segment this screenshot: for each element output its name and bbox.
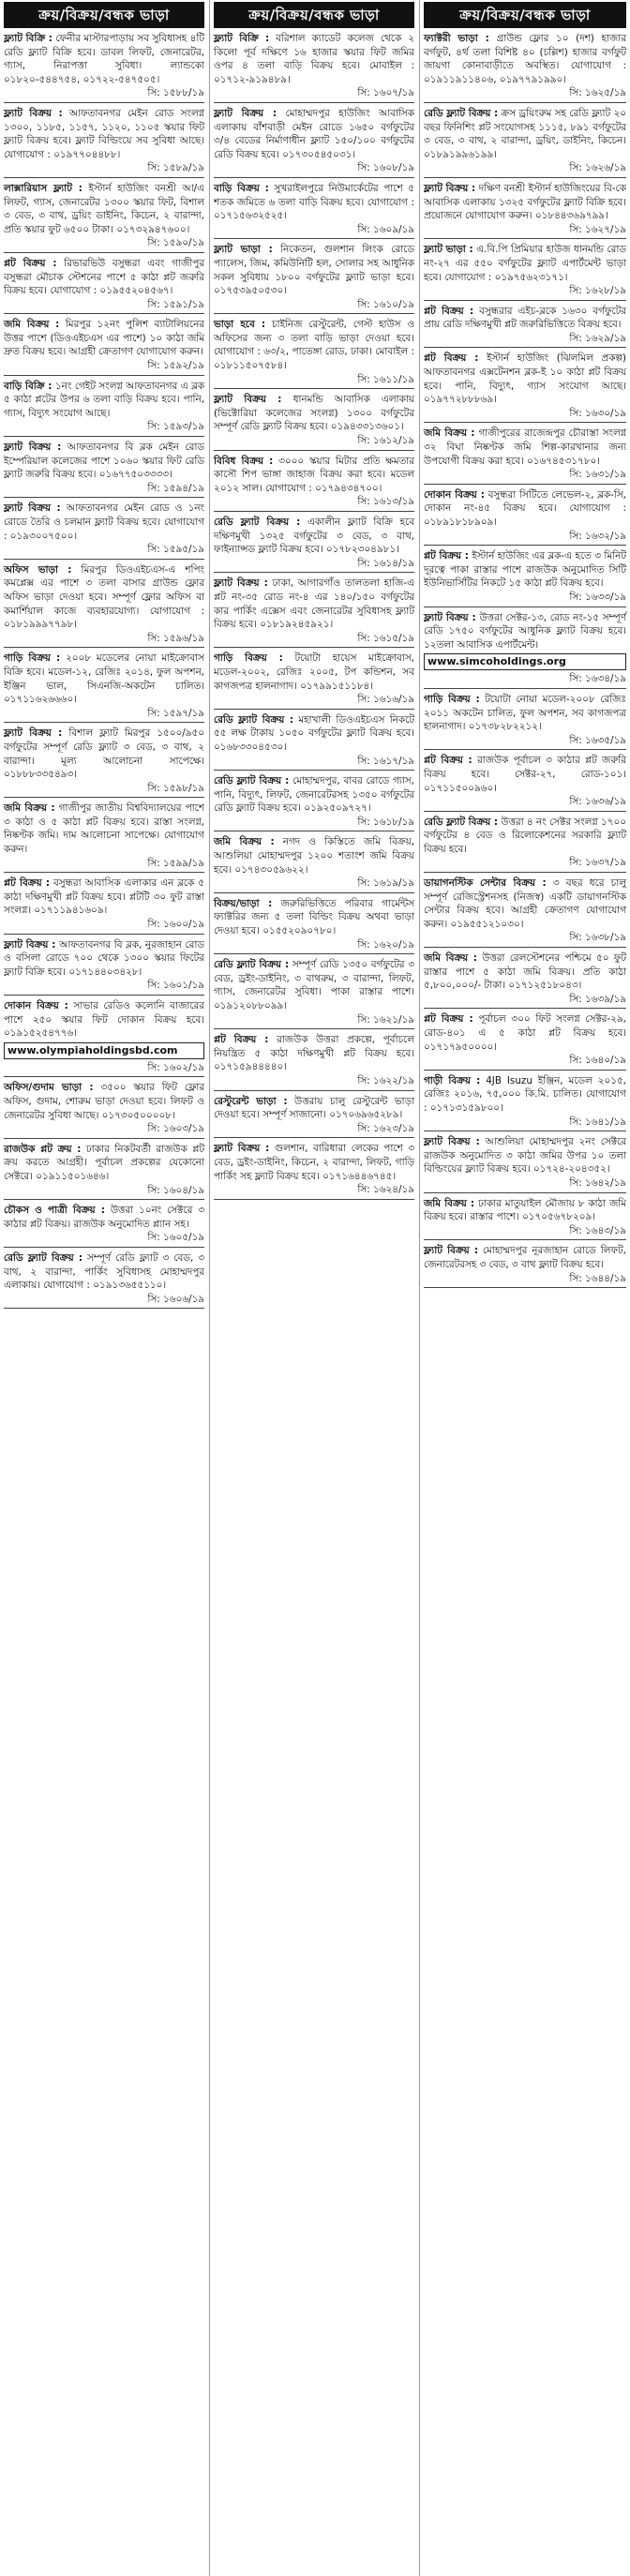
- ad-code: সি: ১৫৯৯/১৯: [147, 857, 204, 869]
- ad-website: www.olympiaholdingsbd.com: [4, 1042, 204, 1059]
- ad-separator: [214, 709, 414, 710]
- ad-code: সি: ১৬০৬/১৯: [147, 1293, 204, 1305]
- ad-separator: [4, 1308, 204, 1309]
- ad-body: উত্তরায় চালু রেস্টুরেন্ট ভাড়া দেওয়া হবে। সম্পূর্ণ সাজানো। ০১৭০৬৯৬৫২৮৯।: [214, 1095, 414, 1121]
- ad-code: সি: ১৬২৭/১৯: [569, 223, 626, 235]
- ad-code: সি: ১৬০২/১৯: [147, 1061, 204, 1073]
- ad-body: মোহাম্মদপুর নূরজাহান রোডে লিফট, জেনারেটরসহ ৩ বেড, ৩ বাথ ফ্ল্যাট বিক্রয় হবে।: [424, 1245, 626, 1270]
- ad-title: রেডি ফ্ল্যাট বিক্রয় :: [214, 775, 290, 787]
- classified-ad: [424, 427, 626, 468]
- ad-title: প্লট বিক্রয় :: [424, 305, 474, 317]
- classified-ad: [4, 380, 204, 421]
- ad-title: ফ্ল্যাট বিক্রয় :: [424, 182, 476, 194]
- ad-title: ফ্যাক্টরী ভাড়া :: [424, 33, 489, 44]
- ad-body: ২০০৮ মডেলের নোয়া মাইক্রোবাস বিক্রি হবে। মডেল-১২, রেজিঃ ২০১৪, ফুল অপশন, ইঞ্জিন ভাল, সিএনজি-অকটেন চালিত। ০১৭১১৬২৬৬৬০।: [4, 652, 205, 706]
- ad-separator: [4, 797, 204, 798]
- classified-ad: [424, 352, 626, 406]
- ad-code: সি: ১৬৪০/১৯: [569, 1055, 626, 1067]
- ad-code: সি: ১৬২৬/১৯: [569, 162, 626, 174]
- ad-code: সি: ১৬৩৪/১৯: [569, 673, 626, 685]
- ad-body: গাজীপুরের রাজেন্দ্রপুর চৌরাস্তা সংলগ্ন ৩২ বিঘা নিষ্কণ্টক জমি শিল্প-কারখানার জন্য উপযোগী বিক্রয় করা হবে। ০১৬৭৪৫৩১৭৮০।: [424, 427, 626, 467]
- ad-separator: [4, 722, 204, 723]
- ad-body: আফতাবনগর বি ব্লক, নুরজাহান রোড ও বসিলা রোডে ৭০০ থেকে ১৩০০ স্কয়ার ফিটের ফ্ল্যাট বিক্রি হবে। ০১৭১৪৪০৩৪২৮।: [4, 938, 204, 978]
- ad-separator: [4, 934, 204, 935]
- ad-code: সি: ১৫৯৪/১৯: [147, 482, 204, 494]
- ad-title: বাড়ি বিক্রয় :: [214, 182, 269, 194]
- ad-code: সি: ১৬০৫/১৯: [147, 1232, 204, 1244]
- ad-body: টয়োটা হায়েস মাইক্রোবাস, মডেল-২০০২, রেজিঃ ২০০৫, টপ কন্ডিশন, সব কাগজপত্র হালনাগাদ। ০১৭৯৯১৫১১৮৪।: [214, 652, 414, 692]
- ad-body: বসুন্ধরার এইচ-ব্লকে ১৬৩০ বর্গফুটের প্রায় রেডি দক্ষিণমুখী প্লট জরুরিভিত্তিতে বিক্রয় হবে।: [424, 305, 626, 331]
- ad-title: জমি বিক্রয় :: [4, 319, 60, 331]
- classified-ad: [214, 651, 414, 693]
- ad-body: ঢাকার নিকটবর্তী রাজউক প্লট ক্রয় করতে আগ্রহী। পূর্বাচল প্রকল্পের যেকোনো সেক্টরে। ০১৯১১৫০১৬৪৬।: [4, 1143, 204, 1182]
- ad-code: সি: ১৬২৯/১৯: [569, 332, 626, 344]
- classified-ad: [424, 754, 626, 795]
- ad-separator: [214, 238, 414, 239]
- ad-title: ফ্ল্যাট বিক্রি :: [4, 33, 52, 44]
- ad-body: সুখরাইলপুরে নিউমার্কেটের পাশে ৫ শতক জমিতে ৬ তলা বাড়ি বিক্রয় হবে। যোগাযোগ : ০১৭১৫৬৩২৫২৫।: [214, 182, 414, 222]
- ad-body: চাইনিজ রেস্টুরেন্ট, গেস্ট হাউস ও অফিসের জন্য ৩ তলা বাড়ি ভাড়া দেওয়া হবে। যোগাযোগ : ৬৩/২, পাতেঙ্গা রোড, ঢাকা। মোবাইল : ০১৮১১৫০৭৫৮৪।: [214, 319, 414, 372]
- ad-title: গাড়ি বিক্রয় :: [424, 693, 480, 705]
- ad-code: সি: ১৫৯১/১৯: [147, 298, 204, 310]
- ad-code: সি: ১৬০১/১৯: [147, 980, 204, 992]
- ad-code: সি: ১৬০০/১৯: [147, 919, 204, 931]
- ad-title: জমি বিক্রয় :: [4, 802, 55, 815]
- ad-body: নগদ ও কিস্তিতে জমি বিক্রয়, আশুলিয়া মোহাম্মদপুর ১২০০ শতাংশ জমি বিক্রয় হবে। ০১৭৪৩০৫৯৬২২।: [214, 836, 414, 876]
- ad-body: দক্ষিণ বনশ্রী ইস্টার্ন হাউজিংয়ের বি-কে আবাসিক এলাকায় ১৩২৫ বর্গফুটের ফ্ল্যাট বিক্রি হবে। প্রয়োজনে যোগাযোগ করুন। ০১৮৪৪৩৬৯৭৯৯।: [424, 182, 626, 222]
- column-header: ক্রয়/বিক্রয়/বন্ধক ভাড়া: [4, 2, 204, 28]
- ad-title: জমি বিক্রয় :: [424, 1197, 475, 1209]
- classified-ad: [214, 32, 414, 86]
- ad-separator: [4, 559, 204, 560]
- ad-code: সি: ১৬৩৩/১৯: [569, 591, 626, 603]
- classified-ad: [214, 1095, 414, 1122]
- ad-separator: [214, 572, 414, 573]
- ad-body: ইস্টার্ন হাউজিং (ঝিলমিল প্রকল্প) আফতাবনগর এক্সটেনশন ব্লক-ই ১০ কাঠা প্লট বিক্রয় হবে। পানি, বিদ্যুৎ, গ্যাস সংযোগ আছে। ০১৯৭৭২৮৮৮৬৯।: [424, 352, 626, 406]
- ad-separator: [4, 375, 204, 376]
- ad-code: সি: ১৬৩৫/১৯: [569, 734, 626, 746]
- ad-title: প্লট বিক্রয় :: [424, 550, 469, 562]
- ad-code: সি: ১৬১৫/১৯: [357, 632, 414, 644]
- ad-separator: [4, 995, 204, 996]
- column-3: [420, 0, 630, 2576]
- ad-body: ফেনীর মাস্টারপাড়ায় সব সুবিধাসহ ৪টি রেডি ফ্ল্যাট বিক্রি হবে। ডাবল লিফট, জেনারেটর, গ্যাস, নিরাপত্তা সুবিধা। ল্যান্ডকো ০১৮২০-৫৪৪৭৫৪, ০১৭২২-৫৪৭৫০৫।: [4, 33, 205, 85]
- ad-title: জমি বিক্রয় :: [424, 427, 475, 440]
- ad-code: সি: ১৫৮৯/১৯: [147, 162, 204, 174]
- ad-code: সি: ১৫৮৮/১৯: [147, 87, 204, 99]
- classified-ad: [4, 726, 204, 781]
- ad-body: মহাখালী ডিওএইচএস নিকটে ৫৫ লক্ষ টাকায় ১০৫০ বর্গফুটের ফ্ল্যাট বিক্রয় হবে। ০১৬৮৩৩০৪৫৩০।: [214, 713, 414, 753]
- ad-body: বসুন্ধরা সিটিতে লেভেল-২, ব্লক-সি, দোকান নং-৪৫ বিক্রয় হবে। যোগাযোগ : ০১৮৯১৮১৮৯০৯।: [424, 488, 626, 528]
- ad-separator: [214, 953, 414, 954]
- ad-title: ফ্ল্যাট বিক্রয় :: [4, 442, 62, 454]
- classified-ad: [4, 1251, 204, 1293]
- ad-code: সি: ১৬৪২/১৯: [569, 1176, 626, 1189]
- ad-code: সি: ১৫৯৭/১৯: [147, 707, 204, 719]
- ad-separator: [214, 177, 414, 178]
- ad-title: ফ্ল্যাট বিক্রয় :: [214, 394, 282, 406]
- ad-body: আশুলিয়া মোহাম্মদপুর ২নং সেক্টরে রাজউক অনুমোদিত ৩ কাঠা জমির উপর ১০ তলা বিল্ডিংয়ের ফ্ল্যাট বিক্রয় হবে। ০১৭২৪-২০৪৩৫২।: [424, 1136, 626, 1176]
- ad-separator: [214, 1090, 414, 1091]
- classified-ad: [424, 182, 626, 223]
- column-header: ক্রয়/বিক্রয়/বন্ধক ভাড়া: [214, 2, 414, 28]
- classified-ad: [214, 318, 414, 372]
- ad-title: প্লট বিক্রয় :: [4, 257, 57, 269]
- classified-ad: [424, 1012, 626, 1054]
- ad-code: সি: ১৬৪৩/১৯: [569, 1224, 626, 1236]
- classified-ad: [424, 1074, 626, 1116]
- ad-code: সি: ১৬০৩/১৯: [147, 1123, 204, 1135]
- classified-ad: [4, 1081, 204, 1122]
- ad-title: ফ্ল্যাট ভাড়া :: [214, 244, 273, 256]
- ad-code: সি: ১৬৩০/১৯: [569, 407, 626, 419]
- ad-body: 4JB Isuzu ইঞ্জিন, মডেল ২০১৫, রেজিঃ ২০১৬, ৭৫,০০০ কি.মি. চালিত। যোগাযোগ : ০১৭১৩১৫৯৮০০।: [424, 1074, 626, 1114]
- ad-body: নিকেতন, গুলশান লিংক রোডে প্যালেস, জিম, কমিউনিটি হল, সোলার সহ আধুনিক সকল সুবিধায় ১৮০০ বর্গফুটের ফ্ল্যাট ভাড়া হবে। ০১৭৫৩৯৫০৫৩০।: [214, 244, 414, 297]
- ad-code: সি: ১৬১২/১৯: [357, 435, 414, 447]
- ad-body: ৩৫০০ স্কয়ার ফিট ফ্লোর অফিস, গুদাম, শোরুম ভাড়া দেওয়া হবে। লিফট ও জেনারেটর সুবিধা আছে। ০১৭৩০৫০০০০৮।: [4, 1082, 204, 1121]
- ad-body: আফতাবনগর মেইন রোড সংলগ্ন ১৩০০, ১১৮৫, ১১৫৭, ১১২০, ১১০৫ স্কয়ার ফিট ফ্ল্যাট বিক্রয় হবে। ফ্ল্যাট বিল্ডিংয়ে সব সুবিধা আছে। যোগাযোগ : ০১৯৭৭০৪৪৮৮।: [4, 107, 204, 160]
- ad-title: রেডি ফ্ল্যাট বিক্রয় :: [214, 713, 294, 726]
- ad-separator: [4, 252, 204, 253]
- ad-title: রেস্টুরেন্ট ভাড়া :: [214, 1095, 288, 1107]
- ad-separator: [424, 1287, 626, 1288]
- ad-code: সি: ১৬২০/১৯: [357, 938, 414, 951]
- classified-ad: [4, 32, 204, 86]
- classified-ad: [4, 876, 204, 918]
- ad-separator: [424, 238, 626, 239]
- ad-body: উত্তরা ৪ নং সেক্টর সংলগ্ন ১৭০০ বর্গফুটের ৪ বেড ও রিলোকেশনের সরকারি ফ্ল্যাট বিক্রয় হবে।: [424, 816, 626, 855]
- ad-code: সি: ১৬৩৮/১৯: [569, 932, 626, 944]
- ad-code: সি: ১৬১৯/১৯: [357, 877, 414, 890]
- ad-code: সি: ১৬৩৭/১৯: [569, 857, 626, 869]
- ad-website: www.simcoholdings.org: [424, 653, 626, 670]
- classified-ad: [4, 318, 204, 359]
- ad-code: সি: ১৬২৩/১৯: [357, 1122, 414, 1134]
- ad-title: গাড়ি বিক্রয় :: [214, 652, 283, 665]
- ad-body: সম্পূর্ণ রেডি ফ্ল্যাট ৩ বেড, ৩ বাথ, ২ বারান্দা, পার্কিং সুবিধাসহ মোহাম্মদপুর এলাকায়। যোগাযোগ : ০১৯১৩৬৫৫১১০।: [4, 1251, 204, 1292]
- ad-separator: [4, 497, 204, 498]
- classified-ad: [214, 713, 414, 755]
- classified-ad: [214, 107, 414, 161]
- ad-title: রেডি ফ্ল্যাট বিক্রয় :: [214, 959, 290, 971]
- ad-separator: [424, 1192, 626, 1193]
- ad-title: ফ্ল্যাট বিক্রয় :: [214, 1143, 270, 1155]
- classified-ad: [424, 305, 626, 332]
- ad-body: বরিশাল ক্যাডেট কলেজ থেকে ২ কিলো পূর্ব দক্ষিণে ১৬ হাজার স্কয়ার ফিট জমির ওপর ৪ তলা বাড়ি বিক্রয় হবে। মোবাইল : ০১৭১২-৯১৯৪৮৯।: [214, 33, 415, 85]
- ad-body: উত্তরা সেক্টর-১৩, রোড নং-১৫ সম্পূর্ণ রেডি ১৭৫০ বর্গফুটের আধুনিক ফ্ল্যাট বিক্রয় হবে। ১২তলা আবাসিক এপার্টমেন্ট।: [424, 611, 626, 651]
- ad-code: সি: ১৬১০/১৯: [357, 298, 414, 310]
- classified-ad: [424, 243, 626, 284]
- classified-ad: [4, 182, 204, 236]
- ad-code: সি: ১৫৯৬/১৯: [147, 632, 204, 644]
- ad-separator: [424, 1239, 626, 1240]
- classified-ad: [4, 563, 204, 632]
- ad-separator: [214, 770, 414, 771]
- ad-body: মিরপুর ডিওএইচএস-এ শপিং কমপ্লেক্স এর পাশে ৩ তলা বাসার গ্রাউন্ড ফ্লোর অফিস ভাড়া দেওয়া হবে। সম্পূর্ণ ফ্লোর অফিস বা কমার্শিয়াল কাজে ব্যবহারযোগ্য। যোগাযোগ : ০১৮১৯৯৯৭৭৯৮।: [4, 563, 204, 631]
- ad-code: সি: ১৬২২/১৯: [357, 1074, 414, 1086]
- ad-body: রাজউক পূর্বাচল ৩ কাঠার প্লট জরুরি বিক্রয় হবে। সেক্টর-২৭, রোড-১০১। ০১৭১১৫০০৯৬০।: [424, 755, 626, 794]
- ad-title: চৌকস ও পাত্রী বিক্রয় :: [4, 1205, 105, 1217]
- ad-code: সি: ১৬২১/১৯: [357, 1013, 414, 1026]
- ad-code: সি: ১৬১১/১৯: [357, 373, 414, 385]
- classified-ad: [424, 876, 626, 931]
- ad-title: বাড়ি বিক্রি :: [4, 380, 52, 392]
- ad-separator: [4, 1247, 204, 1248]
- ad-code: সি: ১৬১৬/১৯: [357, 694, 414, 706]
- ad-body: পূর্বাচল ৩০০ ফিট সংলগ্ন সেক্টর-২৯, রোড-৪০১ এ ৫ কাঠা প্লট বিক্রয় হবে। ০১৭১৭৯৫০০০০।: [424, 1013, 626, 1053]
- ad-title: বিবিধ বিক্রয় :: [214, 455, 274, 467]
- ad-separator: [214, 511, 414, 512]
- ad-body: রিভারভিউ বসুন্ধরা এবং গাজীপুর বসুন্ধরা মৌচাক স্টেশনের পাশে ৫ কাঠা প্লট জরুরি বিক্রয় হবে। যোগাযোগ : ০১৯৫৫২০৪৫৬৭।: [4, 257, 204, 297]
- classified-ad: [4, 441, 204, 482]
- ad-separator: [214, 1137, 414, 1138]
- ad-title: ফ্ল্যাট বিক্রয় :: [424, 1245, 479, 1257]
- ad-code: সি: ১৫৯৩/১৯: [147, 421, 204, 433]
- classified-ad: [4, 502, 204, 543]
- classified-ad: [4, 257, 204, 298]
- ad-title: ভাড়া হবে :: [214, 319, 266, 331]
- ad-separator: [424, 177, 626, 178]
- classified-ad: [214, 774, 414, 816]
- ad-code: সি: ১৬১৩/১৯: [357, 496, 414, 508]
- ad-code: সি: ১৫৯২/১৯: [147, 360, 204, 372]
- ad-body: রাজউক উত্তরা প্রকল্পে, পূর্বাচলে নিয়ন্ত্রিত ৫ কাঠা দক্ষিণমুখী প্লট বিক্রয় হবে। ০১৭১৫৯৪৪৪৪০।: [214, 1034, 414, 1073]
- ad-separator: [214, 102, 414, 103]
- classified-ad: [214, 243, 414, 297]
- ad-body: ৩০০০ স্কয়ার মিটার প্রতি ক্ষমতার কাসৌ শিপ ভাঙ্গা জাহাজ বিক্রয় করা হবে। মডেল ২০১২ সাল। যোগাযোগ : ০১৭৯৪৩৪৭০০।: [214, 455, 414, 494]
- ad-code: সি: ১৬১৮/১৯: [357, 816, 414, 828]
- ad-body: ঢাকা, আগারগাঁও তালতলা হাজি-এ প্লট নং-৩৫ রোড নং-৪ এর ১৪০/১৫০ বর্গফুটের কার পার্কিং এক্সেস এবং জেনারেটর সুবিধাসহ ফ্ল্যাট বিক্রয় হবে। ০১৮১৯২৪৫৯২১।: [214, 577, 414, 631]
- ad-code: সি: ১৬২৪/১৯: [357, 1184, 414, 1196]
- classified-ad: [214, 1033, 414, 1074]
- ad-title: লাক্সারিয়াস ফ্ল্যাট :: [4, 182, 82, 194]
- ad-separator: [424, 484, 626, 485]
- ad-body: গুলশান, বারিধারা লেকের পাশে ৩ বেড, ড্রইং-ডাইনিং, কিচেন, ২ বারান্দা, লিফট, গাড়ি পার্কিং সহ ফ্ল্যাট বিক্রয় হবে। ০১৭১৬৪৪৬৭৪৫।: [214, 1143, 414, 1182]
- ad-separator: [214, 892, 414, 893]
- ad-separator: [4, 1076, 204, 1077]
- classified-ad: [214, 455, 414, 496]
- ad-title: ফ্ল্যাট বিক্রয় :: [4, 107, 63, 119]
- ad-body: আফতাবনগর মেইন রোড ও ১নং রোডে তৈরি ও চলমান ফ্ল্যাট বিক্রয় হবে। যোগাযোগ : ০১৯৩০০৭৫০০।: [4, 502, 204, 542]
- classified-ad: [214, 1142, 414, 1183]
- ad-code: সি: ১৬৩১/১৯: [569, 469, 626, 481]
- ad-code: সি: ১৬০৮/১৯: [357, 162, 414, 174]
- ad-title: প্লট বিক্রয় :: [424, 352, 479, 365]
- classified-ad: [214, 958, 414, 1012]
- ad-body: একালীন ফ্ল্যাট বিক্রি হবে দক্ষিণমুখী ১৩২৫ বর্গফুটের ৩ বেড, ৩ বাথ, ফাইন্যান্সড ফ্ল্যাট বিক্রয় হবে। ০১৭৮২৩০৪৯৮১।: [214, 517, 414, 556]
- ad-body: গ্রাউন্ড ফ্লোর ১০ (দশ) হাজার বর্গফুট, ৪র্থ তলা বিশিষ্ট ৪০ (চল্লিশ) হাজার বর্গফুট জায়গা কোনাবাড়ীতে অবস্থিত। যোগাযোগ : ০১৯১১৯১১৪০৬, ০১৯৭৭৯১৯৯০।: [424, 33, 626, 85]
- ad-title: ফ্ল্যাট বিক্রয় :: [4, 938, 56, 951]
- ad-title: ফ্ল্যাট বিক্রয় :: [214, 577, 268, 590]
- ad-title: প্লট বিক্রয় :: [214, 1034, 269, 1046]
- column-2: [210, 0, 418, 2576]
- ad-body: সম্পূর্ণ রেডি ১৩৫০ বর্গফুটের ৩ বেড, ড্রইং-ডাইনিং, ৩ বাথরুম, ৩ বারান্দা, লিফট, গ্যাস, জেনারেটর সুবিধা। পাকা রাস্তার পাশে। ০১৯১২০৮৮০৯৯।: [214, 959, 414, 1011]
- classified-ad: [214, 516, 414, 557]
- ad-title: রেডি ফ্ল্যাট বিক্রয় :: [424, 107, 499, 119]
- ad-code: সি: ১৬৩৯/১৯: [569, 993, 626, 1005]
- ad-body: মোহাম্মদপুর, বাবর রোডে গ্যাস, পানি, বিদ্যুৎ, লিফট, জেনারেটরসহ ১৩৫০ বর্গফুটের রেডি ফ্ল্যাট বিক্রয় হবে। ০১৯২৫০৯৭২৭।: [214, 775, 414, 815]
- ad-body: ইস্টার্ন হাউজিং এর ব্লক-এ হতে ৩ মিনিট দূরত্বে পাকা রাস্তার পাশে রাজউক অনুমোদিত সিটি ইউনিভার্সিটির নিকটে ১৫ কাঠা প্লট বিক্রয় হবে।: [424, 550, 626, 590]
- ad-body: ঢাকার মাতুয়াইল মৌজায় ৮ কাঠা জমি বিক্রয় হবে। রাস্তার পাশে। ০১৭০৫৬৭৮২০৯।: [424, 1197, 626, 1223]
- ad-body: উত্তরা ১০নং সেক্টরে ৩ কাঠার প্লট বিক্রয়। রাজউক অনুমোদিত প্ল্যান সহ।: [4, 1205, 204, 1230]
- ad-body: সাভার রেডিও কলোনি বাজারের পাশে ২৫০ স্কয়ার ফিট দোকান বিক্রয় হবে। ০১৯১৫২৫৪৭৭৬।: [4, 1000, 204, 1040]
- ad-separator: [214, 388, 414, 389]
- classified-ad: [214, 835, 414, 876]
- ad-title: অফিস/গুদাম ভাড়া :: [4, 1082, 94, 1094]
- ad-title: দোকান বিক্রয় :: [424, 488, 485, 501]
- ad-title: ফ্ল্যাট বিক্রয় :: [424, 611, 476, 623]
- ad-code: সি: ১৬৩২/১৯: [569, 530, 626, 542]
- ad-body: ধানমন্ডি আবাসিক এলাকায় (ভিক্টোরিয়া কলেজের সংলগ্ন) ১৩০০ বর্গফুটের সম্পূর্ণ রেডি ফ্ল্যাট বিক্রয় হবে। ০১৯৪৩৩১৩৬০১।: [214, 394, 414, 433]
- ad-code: সি: ১৬২৮/১৯: [569, 285, 626, 297]
- classified-ad: [424, 32, 626, 86]
- ad-body: ১নং গেইট সংলগ্ন আফতাবনগর এ ব্লক ৫ কাঠা প্লটের উপর ৬ তলা বাড়ি বিক্রয় হবে। পানি, গ্যাস, বিদ্যুৎ সংযোগ আছে।: [4, 380, 204, 419]
- ad-code: সি: ১৬২৫/১৯: [569, 87, 626, 99]
- ad-title: ফ্ল্যাট বিক্রয় :: [4, 727, 63, 740]
- classified-ad: [4, 1143, 204, 1184]
- ad-separator: [424, 1008, 626, 1009]
- ad-title: জমি বিক্রয় :: [424, 952, 477, 965]
- ad-separator: [424, 688, 626, 689]
- ad-separator: [424, 300, 626, 301]
- ad-separator: [4, 1199, 204, 1200]
- ad-title: গাড়ি বিক্রয় :: [4, 652, 61, 665]
- ad-separator: [424, 347, 626, 348]
- ad-separator: [214, 647, 414, 648]
- ad-code: সি: ১৬৩৬/১৯: [569, 796, 626, 808]
- ad-separator: [4, 313, 204, 314]
- ad-body: জরুরিভিত্তিতে পরিবার গার্মেন্টস ফ্যাক্টরির জন্য ৫ তলা বিল্ডিং বিক্রয় অথবা ভাড়া দেওয়া হবে। ০১৫৫২০৯০৭৮০।: [214, 897, 414, 937]
- classified-ad: [4, 107, 204, 161]
- classified-ad: [424, 1244, 626, 1271]
- ad-title: জমি বিক্রয় :: [214, 836, 275, 848]
- column-header: ক্রয়/বিক্রয়/বন্ধক ভাড়া: [424, 2, 626, 28]
- ad-body: টয়োটা নোয়া মডেল-২০০৮ রেজিঃ ২০১১ অকটেন চালিত, ফুল অপশন, সব কাগজপত্র হালনাগাদ। ০১৭৩৮২৮২২১২।: [424, 693, 626, 733]
- ad-body: বিশাল ফ্ল্যাট মিরপুর ১৫০০/৯৫০ বর্গফুটের সম্পূর্ণ রেডি ফ্ল্যাট ৩ বেড, ৩ বাথ, ২ বারান্দা। মূল্য আলোচনা সাপেক্ষে। ০১৮৮৮৩৩৫৪৯৩।: [4, 727, 204, 781]
- classified-ad: [4, 651, 204, 706]
- ad-separator: [214, 1199, 414, 1200]
- column-1: [0, 0, 208, 2576]
- ad-title: দোকান বিক্রয় :: [4, 1000, 68, 1011]
- classified-ad: [424, 1135, 626, 1176]
- ad-code: সি: ১৫৯৮/১৯: [147, 782, 204, 794]
- ad-separator: [424, 422, 626, 423]
- classified-ad: [214, 182, 414, 223]
- ad-body: মোহাম্মদপুর হাউজিং আবাসিক এলাকায় বাঁশবাড়ী মেইন রোডে ১৬৫০ বর্গফুটের ৩/৪ বেডের নির্মাণাধীন ফ্ল্যাট ১৫০/১০০ বর্গফুটের রেডি বিক্রয় হবে। ০১৭৩০৫৪৫০৩১।: [214, 107, 414, 160]
- ad-title: ফ্ল্যাট বিক্রি :: [214, 33, 270, 44]
- ad-title: ডায়াগনস্টিক সেন্টার বিক্রয় :: [424, 877, 547, 890]
- ad-body: গাজীপুর জাতীয় বিশ্ববিদ্যালয়ের পাশে ৩ কাঠা ও ৫ কাঠা প্লট বিক্রয় হবে। রাস্তা সংলগ্ন, নিষ্কণ্টক জমি। দাম আলোচনা সাপেক্ষে। যোগাযোগ করুন।: [4, 802, 204, 856]
- ad-separator: [4, 177, 204, 178]
- classified-ad: [4, 999, 204, 1041]
- ad-title: ফ্ল্যাট ভাড়া :: [424, 244, 473, 256]
- ad-title: প্লট বিক্রয় :: [424, 755, 472, 767]
- ad-title: রেডি ফ্ল্যাট বিক্রয় :: [424, 816, 499, 828]
- ad-body: ৩ বছর ধরে চালু সম্পূর্ণ রেজিস্ট্রেশনসহ (নিজস্ব) একটি ডায়াগনস্টিক সেন্টার বিক্রয় হবে। আগ্রহী ক্রেতাগণ যোগাযোগ করুন। ০১৯৫৫১২১০৩০।: [424, 877, 626, 930]
- ad-code: সি: ১৬৪১/১৯: [569, 1116, 626, 1128]
- ad-title: প্লট বিক্রয় :: [424, 1013, 473, 1026]
- ad-code: সি: ১৬১৪/১৯: [357, 557, 414, 569]
- ad-separator: [4, 436, 204, 437]
- ad-body: উত্তরা রেলস্টেশনের পশ্চিমে ৫০ ফুট রাস্তার পাশে ৫ কাঠা জমি বিক্রয়। প্রতি কাঠা ৫,৮০০,০০০/- টাকা। ০১৭১২৫১৮০৪৩।: [424, 952, 626, 992]
- ad-code: সি: ১৬৪৪/১৯: [569, 1272, 626, 1284]
- ad-code: সি: ১৬১৭/১৯: [357, 755, 414, 767]
- ad-title: রেডি ফ্ল্যাট বিক্রয় :: [214, 517, 301, 528]
- ad-code: সি: ১৫৯৫/১৯: [147, 544, 204, 556]
- classified-ad: [4, 938, 204, 980]
- classified-ad: [4, 801, 204, 856]
- classified-ad: [424, 693, 626, 734]
- ad-title: ফ্ল্যাট বিক্রয় :: [214, 107, 278, 119]
- ad-separator: [4, 102, 204, 103]
- ad-separator: [424, 545, 626, 546]
- ad-separator: [214, 450, 414, 451]
- classified-ad: [424, 488, 626, 530]
- ad-separator: [424, 811, 626, 812]
- ad-body: আফতাবনগর বি ব্লক মেইন রোড ইম্পেরিয়াল কলেজের পাশে ১০৬০ স্কয়ার ফিট রেডি ফ্ল্যাট জরুরি বিক্রয় হবে। ০১৬৭৭৫০৩৩৩৩।: [4, 442, 204, 481]
- ad-separator: [424, 947, 626, 948]
- ad-separator: [4, 872, 204, 873]
- ad-title: ফ্ল্যাট বিক্রয় :: [4, 502, 61, 515]
- ad-code: সি: ১৫৯০/১৯: [147, 237, 204, 249]
- ad-separator: [4, 647, 204, 648]
- ad-code: সি: ১৬০৯/১৯: [357, 223, 414, 235]
- ad-title: ফ্ল্যাট বিক্রয় :: [424, 1136, 480, 1148]
- ad-title: রেডি ফ্ল্যাট বিক্রয় :: [4, 1251, 83, 1264]
- ad-title: রাজউক প্লট ক্রয় :: [4, 1143, 82, 1155]
- ad-title: বিক্রয়/ভাড়া :: [214, 897, 273, 909]
- ad-separator: [424, 872, 626, 873]
- ad-body: ইস্টার্ন হাউজিং বনশ্রী আ/এ লিফট, গ্যাস, জেনারেটর ১৩০০ স্কয়ার ফিট, বিশাল ৩ বেড, ৩ বাথ, ড্রয়িং ডাইনিং, কিচেন, ২ বারান্দা, প্রতি স্কয়ার ফুট ৬৫০০ টাকা। ০১৭৩২৯৪৭৬০০।: [4, 182, 205, 235]
- classified-ad: [424, 951, 626, 993]
- ad-separator: [4, 1138, 204, 1139]
- classified-ad: [424, 611, 626, 652]
- classified-ad: [214, 897, 414, 938]
- classified-ad: [4, 1204, 204, 1231]
- ad-code: সি: ১৬০৭/১৯: [357, 87, 414, 99]
- ad-code: সি: ১৬০৪/১৯: [147, 1184, 204, 1196]
- ad-title: প্লট বিক্রয় :: [4, 877, 51, 890]
- ad-body: বসুন্ধরা আবাসিক এলাকার এন ব্লকে ৫ কাঠা দক্ষিণমুখী প্লট বিক্রয় হবে। প্লটটি ৩০ ফুট রাস্তা সংলগ্ন। ০১৭১১৯৪১৬০৯।: [4, 877, 204, 917]
- ad-body: এ.বি.পি প্রিমিয়ার হাউজ ধানমন্ডি রোড নং-২৭ এর ৫৫০ বর্গফুটের ফ্ল্যাট এপার্টমেন্ট ভাড়া হবে। যোগাযোগ : ০১৯৭৫৬২৩১৭১।: [424, 244, 626, 283]
- classified-ad: [214, 577, 414, 631]
- classified-ad: [424, 107, 626, 161]
- classified-ad: [424, 549, 626, 591]
- ad-title: অফিস ভাড়া :: [4, 563, 72, 576]
- ad-body: ক্রস ড্রয়িংরুম সহ রেডি ফ্ল্যাট ২০ বছর ফিনিশিং প্লট সংযোগসহ ১১১৫, ৮৯১ বর্গফুটের ৩ বেড, ৩ বাথ, ২ বারান্দা, ড্রয়িং, ডাইনিং, কিচেন। ০১৮৯১৯৯৬১৯৯।: [424, 107, 626, 160]
- ad-body: মিরপুর ১২নং পুলিশ ব্যাটালিয়নের উত্তর পাশে (ডিওএইচএস এর পাশে) ১০ কাঠা জমি দ্রুত বিক্রয় হবে। আগ্রহী ক্রেতাগণ যোগাযোগ করুন।: [4, 319, 204, 358]
- ad-title: গাড়ী বিক্রয় :: [424, 1074, 481, 1086]
- classified-ad: [214, 393, 414, 434]
- ad-separator: [214, 313, 414, 314]
- classified-ad: [424, 1197, 626, 1224]
- classified-ad: [424, 816, 626, 857]
- ad-separator: [424, 749, 626, 750]
- ad-separator: [424, 1070, 626, 1071]
- ad-separator: [214, 1028, 414, 1029]
- ad-separator: [424, 102, 626, 103]
